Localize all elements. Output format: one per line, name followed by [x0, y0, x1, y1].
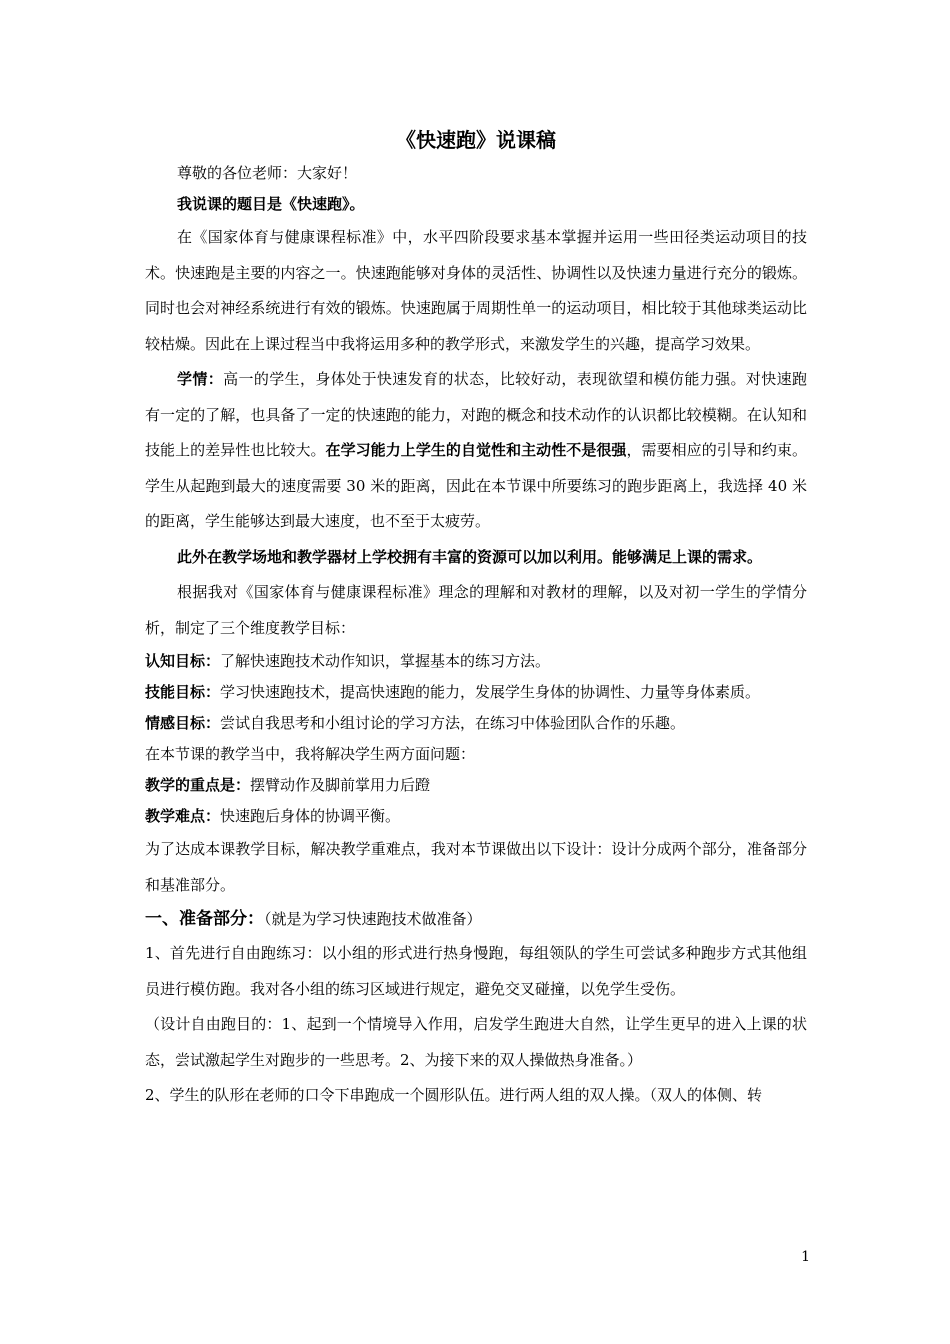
- greeting: 尊敬的各位老师：大家好！: [177, 164, 358, 182]
- goals-intro-paragraph: 根据我对《国家体育与健康课程标准》理念的理解和对教材的理解，以及对初一学生的学情分析，制定了三个维度教学目标：: [145, 583, 807, 637]
- goal-text: 学习快速跑技术，提高快速跑的能力，发展学生身体的协调性、力量等身体素质。: [220, 683, 761, 701]
- goal-label: 技能目标：: [145, 683, 221, 701]
- step-1-design-paragraph: （设计自由跑目的：1、起到一个情境导入作用，启发学生跑进大自然，让学生更早的进入上课的状态，尝试激起学生对跑步的一些思考。2、为接下来的双人操做热身准备。）: [145, 1015, 807, 1069]
- document-title: 《快速跑》说课稿: [396, 128, 556, 152]
- difficulty-point: [145, 801, 807, 832]
- problems-intro: 在本节课的教学当中，我将解决学生两方面问题：: [145, 745, 476, 763]
- goal-emotional: [145, 708, 807, 739]
- document-body: [145, 126, 807, 1114]
- key-point-label: 教学的重点是：: [145, 776, 251, 794]
- goal-text: 尝试自我思考和小组讨论的学习方法，在练习中体验团队合作的乐趣。: [220, 714, 686, 732]
- student-analysis-text: 高一的学生，身体处于快速发育的状态，比较好动，表现欲望和模仿能力强。对快速跑有一定的了解，也具备了一定的快速跑的能力，对跑的概念和技术动作的认识都比较模糊。在认知和技能上的差异性也比较大。: [145, 370, 807, 459]
- key-point: [145, 770, 807, 801]
- student-analysis-label: 学情：: [177, 370, 224, 388]
- goal-label: 情感目标：: [145, 714, 221, 732]
- topic-statement: 我说课的题目是《快速跑》。: [177, 195, 365, 213]
- difficulty-label: 教学难点：: [145, 807, 221, 825]
- page-number: 1: [801, 1249, 810, 1265]
- student-analysis-paragraph: [145, 362, 807, 540]
- resources-paragraph: 此外在教学场地和教学器材上学校拥有丰富的资源可以加以利用。能够满足上课的需求。: [177, 547, 763, 566]
- goal-text: 了解快速跑技术动作知识，掌握基本的练习方法。: [220, 652, 551, 670]
- section-heading: 一、准备部分：: [145, 909, 264, 929]
- section-heading-preparation: [145, 903, 807, 936]
- step-2-paragraph: 2、学生的队形在老师的口令下串跑成一个圆形队伍。进行两人组的双人操。（双人的体侧、转: [145, 1086, 763, 1104]
- intro-paragraph: 在《国家体育与健康课程标准》中，水平四阶段要求基本掌握并运用一些田径类运动项目的技术。快速跑是主要的内容之一。快速跑能够对身体的灵活性、协调性以及快速力量进行充分的锻炼。同时也会对神经系统进行有效的锻炼。快速跑属于周期性单一的运动项目，相比较于其他球类运动比较枯燥。因此在上课过程当中我将运用多种的教学形式，来激发学生的兴趣，提高学习效果。: [145, 228, 807, 353]
- goal-skill: [145, 677, 807, 708]
- key-point-text: 摆臂动作及脚前掌用力后蹬: [250, 776, 431, 794]
- section-note: （就是为学习快速跑技术做准备）: [264, 910, 482, 928]
- design-paragraph: 为了达成本课教学目标，解决教学重难点，我对本节课做出以下设计：设计分成两个部分，准备部分和基准部分。: [145, 840, 807, 894]
- goal-label: 认知目标：: [145, 652, 221, 670]
- step-1-paragraph: 1、首先进行自由跑练习：以小组的形式进行热身慢跑，每组领队的学生可尝试多种跑步方式其他组员进行模仿跑。我对各小组的练习区域进行规定，避免交叉碰撞，以免学生受伤。: [145, 944, 807, 998]
- student-analysis-text-continued: ，需要相应的引导和约束。学生从起跑到最大的速度需要 30 米的距离，因此在本节课中所要练习的跑步距离上，我选择 40 米的距离，学生能够达到最大速度，也不至于太疲劳。: [145, 441, 807, 530]
- student-analysis-emphasis: 在学习能力上学生的自觉性和主动性不是很强: [325, 441, 627, 459]
- goal-cognitive: [145, 646, 807, 677]
- difficulty-text: 快速跑后身体的协调平衡。: [220, 807, 401, 825]
